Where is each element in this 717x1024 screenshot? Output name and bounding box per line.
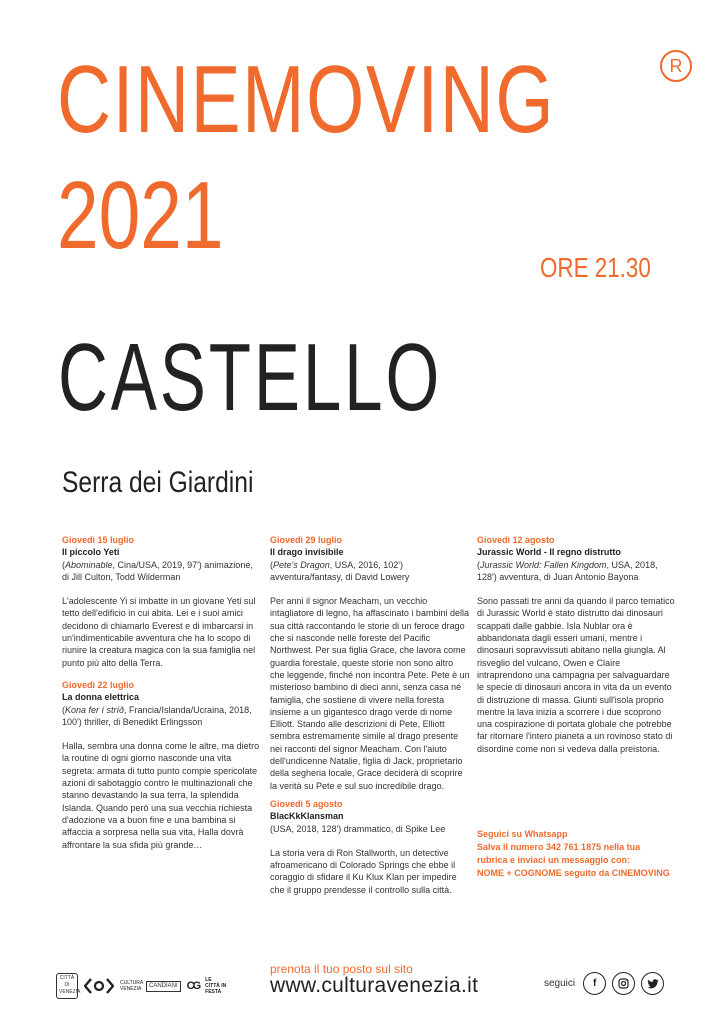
film-entry bbox=[270, 798, 470, 896]
film-title: Il drago invisibile bbox=[270, 547, 344, 558]
film-synopsis: Per anni il signor Meacham, un vecchio intagliatore di legno, ha affascinato i bambini della sua città raccontando le storie di un feroce drago che si nasconde nelle foreste del Pacific Northwest. Per sua figlia Grace, che lavora come guardia forestale, queste storie non sono altro che leggende, finché non incontra Pete. Pete è un misterioso bambino di dieci anni, senza casa né famiglia, che sostiene di vivere nella foresta insieme a un gigantesco drago verde di nome Elliott. Stando alle descrizioni di Pete, Elliott sembra estremamente simile al drago presente nei racconti del signor Meacham. Con l'aiuto dell'undicenne Natalie, figlia di Jack, proprietario della segheria locale, Grace deciderà di scoprire la verità su Pete e sul suo incredibile drago. bbox=[270, 596, 470, 791]
film-synopsis: L'adolescente Yi si imbatte in un giovane Yeti sul tetto dell'edificio in cui abita. Lei e i suoi amici decidono di chiamarlo Everest e di imbarcarsi in un'indimenticabile avventura che ha lo scopo di riunire la creatura magica con la sua famiglia nel punto più alto della Terra. bbox=[62, 596, 256, 668]
film-title: Il piccolo Yeti bbox=[62, 547, 120, 558]
whatsapp-message: NOME + COGNOME seguito da CINEMOVING bbox=[477, 868, 670, 878]
website-link[interactable]: www.culturavenezia.it bbox=[270, 974, 479, 997]
cultura-venezia-label: CULTURA VENEZIA bbox=[120, 980, 143, 992]
program-column-3 bbox=[477, 534, 677, 755]
film-entry bbox=[270, 534, 470, 792]
film-original-title: Abominable bbox=[65, 559, 113, 570]
film-entry bbox=[62, 534, 262, 669]
film-synopsis: Sono passati tre anni da quando il parco tematico di Jurassic World è stato distrutto dai dinosauri scappati dalle gabbie. Isla Nublar ora è abbandonata dagli esseri umani, mentre i dinosauri sopravvissuti abitano nella giungla. Al risveglio del vulcano, Owen e Claire intraprendono una campagna per salvaguardare le specie di dinosauri ancora in vita da un evento di distruzione di massa. Giunti sull'isola proprio mentre la lava inizia a scorrere i due scoprono una cospirazione di portata globale che potrebbe far ritornare l'intero pianeta a un rovinoso stato di disordine come non si vedeva dalla preistoria. bbox=[477, 596, 675, 754]
event-year: 2021 bbox=[57, 162, 224, 269]
citta-in-festa-logo: LE CITTÀ IN FESTA bbox=[205, 977, 227, 995]
venue-title: CASTELLO bbox=[58, 324, 443, 431]
follow-label: seguici bbox=[544, 978, 576, 989]
film-title: BlacKkKlansman bbox=[270, 811, 344, 822]
whatsapp-heading: Seguici su Whatsapp bbox=[477, 829, 568, 839]
film-original-title: Jurassic World: Fallen Kingdom bbox=[480, 559, 607, 570]
venue-subtitle: Serra dei Giardini bbox=[62, 466, 254, 499]
film-info: (USA, 2018, 128') drammatico, di Spike Lee bbox=[270, 823, 446, 834]
film-synopsis: Halla, sembra una donna come le altre, ma dietro la routine di ogni giorno nasconde una vita segreta: armata di tutto punto compie spericolate azioni di sabotaggio contro le multinazionali che stanno devastando la sua terra, la splendida Islanda. Quando però una sua vecchia richiesta d'adozione va a buon fine e una bambina si affaccia a sorpresa nella sua vita, Halla dovrà affrontare la sua sfida più grande… bbox=[62, 741, 260, 850]
film-entry bbox=[477, 534, 677, 755]
program-column-1 bbox=[62, 534, 262, 851]
film-original-title: Kona fer í stríð bbox=[65, 704, 125, 715]
film-date: Giovedì 12 agosto bbox=[477, 535, 555, 545]
twitter-icon[interactable] bbox=[641, 972, 664, 995]
film-details: , USA, 2018, 128') avventura, di Juan Antonio Bayona bbox=[477, 559, 658, 582]
film-details: , Francia/Islanda/Ucraina, 2018, 100') thriller, di Benedikt Erlingsson bbox=[62, 704, 252, 727]
candiani-logo: CANDIANI bbox=[146, 981, 181, 992]
brand-title: CINEMOVING bbox=[57, 46, 556, 153]
film-synopsis: La storia vera di Ron Stallworth, un detective afroamericano di Colorado Springs che ebbe il coraggio di sfidare il Ku Klux Klan per impedire che il gruppo prendesse il controllo sulla città. bbox=[270, 847, 457, 895]
city-crest-logo: CITTÀ DI VENEZIA bbox=[56, 973, 78, 999]
program-column-2 bbox=[270, 534, 470, 896]
film-entry bbox=[62, 679, 262, 851]
registered-mark: R bbox=[660, 50, 692, 82]
film-date: Giovedì 22 luglio bbox=[62, 679, 135, 690]
film-title: Jurassic World - Il regno distrutto bbox=[477, 547, 621, 558]
film-original-title: Pete's Dragon bbox=[273, 559, 330, 570]
facebook-icon[interactable]: f bbox=[583, 972, 606, 995]
social-links bbox=[544, 972, 664, 995]
film-title: La donna elettrica bbox=[62, 692, 140, 703]
whatsapp-instruction: rubrica e inviaci un messaggio con: bbox=[477, 855, 631, 865]
film-date: Giovedì 15 luglio bbox=[62, 535, 135, 545]
film-date: Giovedì 5 agosto bbox=[270, 798, 343, 809]
sponsor-logos bbox=[56, 972, 227, 1000]
film-details: , USA, 2016, 102') avventura/fantasy, di David Lowery bbox=[270, 559, 410, 582]
film-info: (Abominable, Cina/USA, 2019, 97') animazione, di Jill Culton, Todd Wilderman bbox=[62, 559, 253, 582]
film-info: (Jurassic World: Fallen Kingdom, USA, 2018, 128') avventura, di Juan Antonio Bayona bbox=[477, 559, 658, 582]
film-info: (Kona fer í stríð, Francia/Islanda/Ucraina, 2018, 100') thriller, di Benedikt Erlingsson bbox=[62, 704, 252, 727]
cg-logo: CG bbox=[186, 980, 200, 992]
film-details: USA, 2018, 128') drammatico, di Spike Lee bbox=[273, 823, 446, 834]
instagram-icon[interactable] bbox=[612, 972, 635, 995]
event-time: ORE 21.30 bbox=[540, 252, 651, 283]
whatsapp-number: Salva il numero 342 761 1875 nella tua bbox=[477, 842, 641, 852]
film-details: , Cina/USA, 2019, 97') animazione, di Jill Culton, Todd Wilderman bbox=[62, 559, 253, 582]
whatsapp-info bbox=[477, 828, 677, 880]
film-date: Giovedì 29 luglio bbox=[270, 535, 343, 545]
booking-prompt: prenota il tuo posto sul sito bbox=[270, 962, 413, 976]
film-info: (Pete's Dragon, USA, 2016, 102') avventura/fantasy, di David Lowery bbox=[270, 559, 410, 582]
cultura-venezia-logo-icon bbox=[84, 977, 114, 995]
